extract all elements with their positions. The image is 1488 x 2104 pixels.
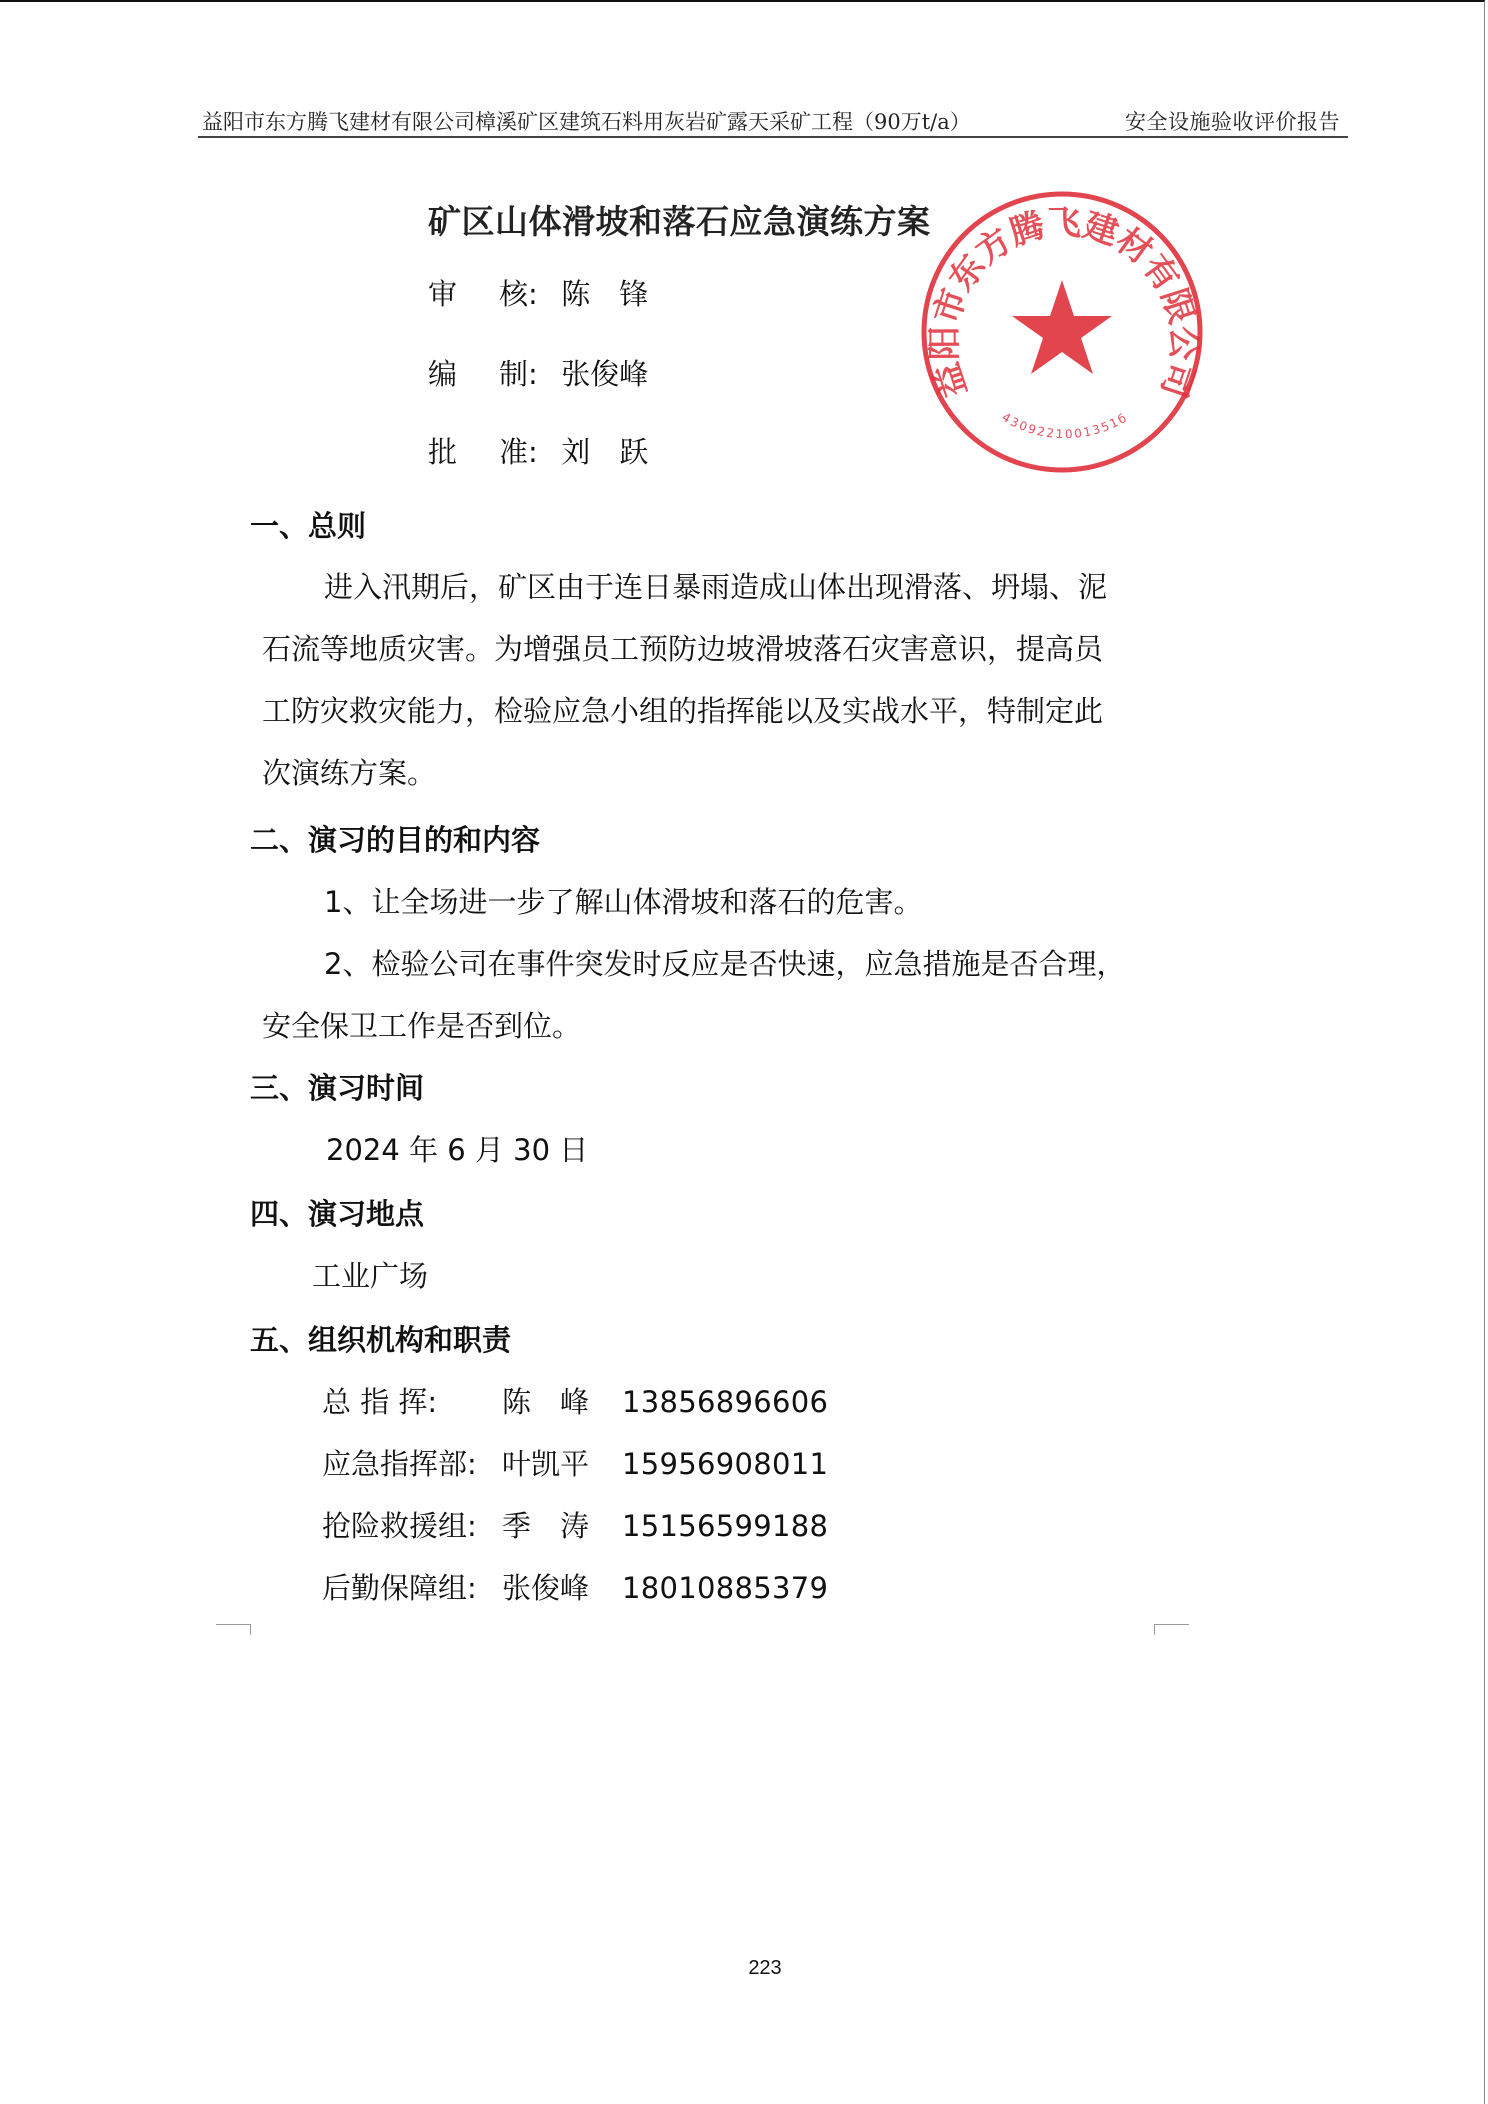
seal-code-text: 4309221001351б [999,409,1131,442]
roster-phone: 15956908011 [622,1447,829,1481]
roster-role: 后勤保障组: [322,1571,477,1605]
drill-date: 2024 年 6 月 30 日 [326,1133,589,1167]
seal-star-icon [1012,280,1112,374]
roster-phone: 15156599188 [622,1509,829,1543]
signature-reviewer [428,272,648,313]
signature-approver [428,430,648,471]
section-heading-organization: 五、组织机构和职责 [250,1323,512,1357]
drill-location: 工业广场 [312,1259,429,1293]
signature-value: 刘 跃 [561,435,649,469]
section-heading-time: 三、演习时间 [250,1071,425,1105]
page-number: 223 [748,1957,782,1979]
signature-label: 准: [499,435,538,469]
paragraph-line: 工防灾救灾能力，检验应急小组的指挥能以及实战水平，特制定此 [262,694,1104,728]
header-project-title: 益阳市东方腾飞建材有限公司樟溪矿区建筑石料用灰岩矿露天采矿工程（90万t/a） [202,110,971,134]
purpose-item-2: 2、检验公司在事件突发时反应是否快速，应急措施是否合理， [324,947,1126,981]
roster-row [322,1566,828,1607]
section-heading-general: 一、总则 [250,509,367,543]
signature-label: 制: [499,357,538,391]
document-title: 矿区山体滑坡和落石应急演练方案 [428,202,931,241]
margin-corner-mark-right [1154,1624,1189,1635]
roster-phone: 13856896606 [622,1385,829,1419]
signature-value: 张俊峰 [561,357,649,391]
signature-label: 批 [428,435,458,469]
purpose-item-1: 1、让全场进一步了解山体滑坡和落石的危害。 [324,885,923,919]
seal-company-text: 益阳市东方腾飞建材有限公司 [924,203,1204,403]
roster-name: 叶凯平 [502,1447,590,1481]
company-seal [918,188,1206,476]
roster-row [322,1504,828,1545]
roster-role: 抢险救援组: [322,1509,477,1543]
signature-compiler [428,352,648,393]
roster-role: 应急指挥部: [322,1447,477,1481]
signature-label: 审 [428,277,458,311]
signature-value: 陈 锋 [561,277,649,311]
section-heading-location: 四、演习地点 [250,1197,425,1231]
paragraph-line: 次演练方案。 [262,756,437,790]
signature-label: 编 [428,357,458,391]
roster-row [322,1380,828,1421]
section-heading-purpose: 二、演习的目的和内容 [250,823,541,857]
roster-phone: 18010885379 [622,1571,829,1605]
margin-corner-mark-left [216,1624,251,1635]
paragraph-line: 进入汛期后，矿区由于连日暴雨造成山体出现滑落、坍塌、泥 [324,570,1108,604]
header-report-title: 安全设施验收评价报告 [1125,110,1340,134]
roster-name: 陈 峰 [502,1385,590,1419]
running-header [198,104,1348,138]
paragraph-line: 石流等地质灾害。为增强员工预防边坡滑坡落石灾害意识，提高员 [262,632,1104,666]
section-general-paragraph [262,556,1142,804]
purpose-item-2-continued: 安全保卫工作是否到位。 [262,1009,582,1043]
roster-name: 张俊峰 [502,1571,590,1605]
roster-name: 季 涛 [502,1509,590,1543]
signature-label: 核: [499,277,538,311]
roster-row [322,1442,828,1483]
roster-role: 总 指 挥: [322,1385,438,1419]
